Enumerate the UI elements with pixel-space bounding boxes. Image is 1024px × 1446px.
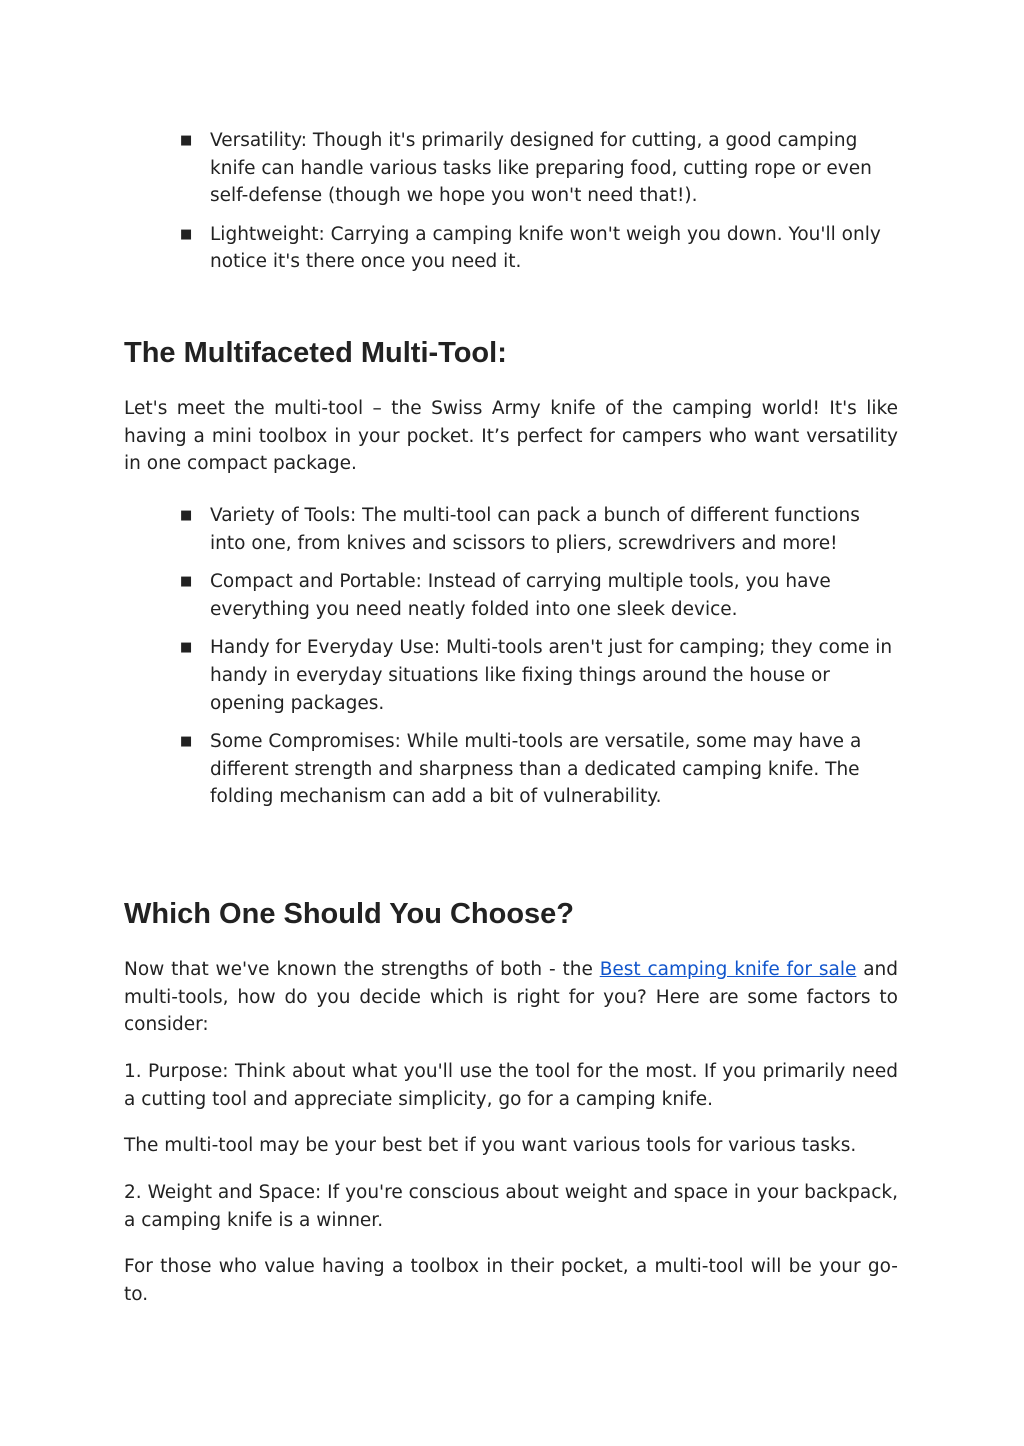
bullet-mark: ■ xyxy=(180,574,193,590)
best-camping-knife-link[interactable]: Best camping knife for sale xyxy=(599,959,857,980)
list-item xyxy=(180,502,900,557)
paragraph-multitool-bet: The multi-tool may be your best bet if you want various tools for various tasks. xyxy=(124,1135,857,1156)
bullet-list-multitool xyxy=(180,502,900,822)
paragraph-weight-space: 2. Weight and Space: If you're conscious about weight and space in your backpack, a camping knife is a winner. xyxy=(124,1182,898,1231)
list-item-text: Compact and Portable: Instead of carrying multiple tools, you have everything you need neatly folded into one sleek device. xyxy=(210,571,831,620)
list-item xyxy=(180,568,900,623)
list-item-text: Versatility: Though it's primarily designed for cutting, a good camping knife can handle various tasks like preparing food, cutting rope or even self-defense (though we hope you won't need that!). xyxy=(210,130,872,207)
list-item xyxy=(180,221,900,276)
list-item-text: Some Compromises: While multi-tools are versatile, some may have a different strength and sharpness than a dedicated camping knife. The folding mechanism can add a bit of vulnerability. xyxy=(210,731,862,808)
bullet-mark: ■ xyxy=(180,226,193,242)
paragraph-purpose: 1. Purpose: Think about what you'll use the tool for the most. If you primarily need a cutting tool and appreciate simplicity, go for a camping knife. xyxy=(124,1061,898,1110)
list-item xyxy=(180,728,900,811)
list-item xyxy=(180,127,900,210)
bullet-mark: ■ xyxy=(180,508,193,523)
section-intro xyxy=(124,956,898,1039)
paragraph-toolbox: For those who value having a toolbox in their pocket, a multi-tool will be your go-to. xyxy=(124,1256,898,1305)
list-item-text: Variety of Tools: The multi-tool can pack a bunch of different functions into one, from knives and scissors to pliers, screwdrivers and more! xyxy=(210,505,860,554)
intro-text: and multi-tools, how do you decide which is right for you? Here are some factors to consider: xyxy=(124,959,898,1036)
bullet-mark: ■ xyxy=(180,133,193,148)
bullet-list-top xyxy=(180,127,900,287)
bullet-mark: ■ xyxy=(180,640,193,656)
section-heading: The Multifaceted Multi-Tool: xyxy=(124,337,507,369)
bullet-mark: ■ xyxy=(180,734,193,750)
list-item xyxy=(180,634,900,717)
list-item-text: Lightweight: Carrying a camping knife won't weigh you down. You'll only notice it's there once you need it. xyxy=(210,223,881,273)
section-intro: Let's meet the multi-tool – the Swiss Army knife of the camping world! It's like having a mini toolbox in your pocket. It’s perfect for campers who want versatility in one compact package. xyxy=(124,398,898,475)
section-heading: Which One Should You Choose? xyxy=(124,898,575,930)
intro-text: Now that we've known the strengths of both - the xyxy=(124,959,600,980)
list-item-text: Handy for Everyday Use: Multi-tools aren't just for camping; they come in handy in everyday situations like fixing things around the house or opening packages. xyxy=(210,637,893,714)
